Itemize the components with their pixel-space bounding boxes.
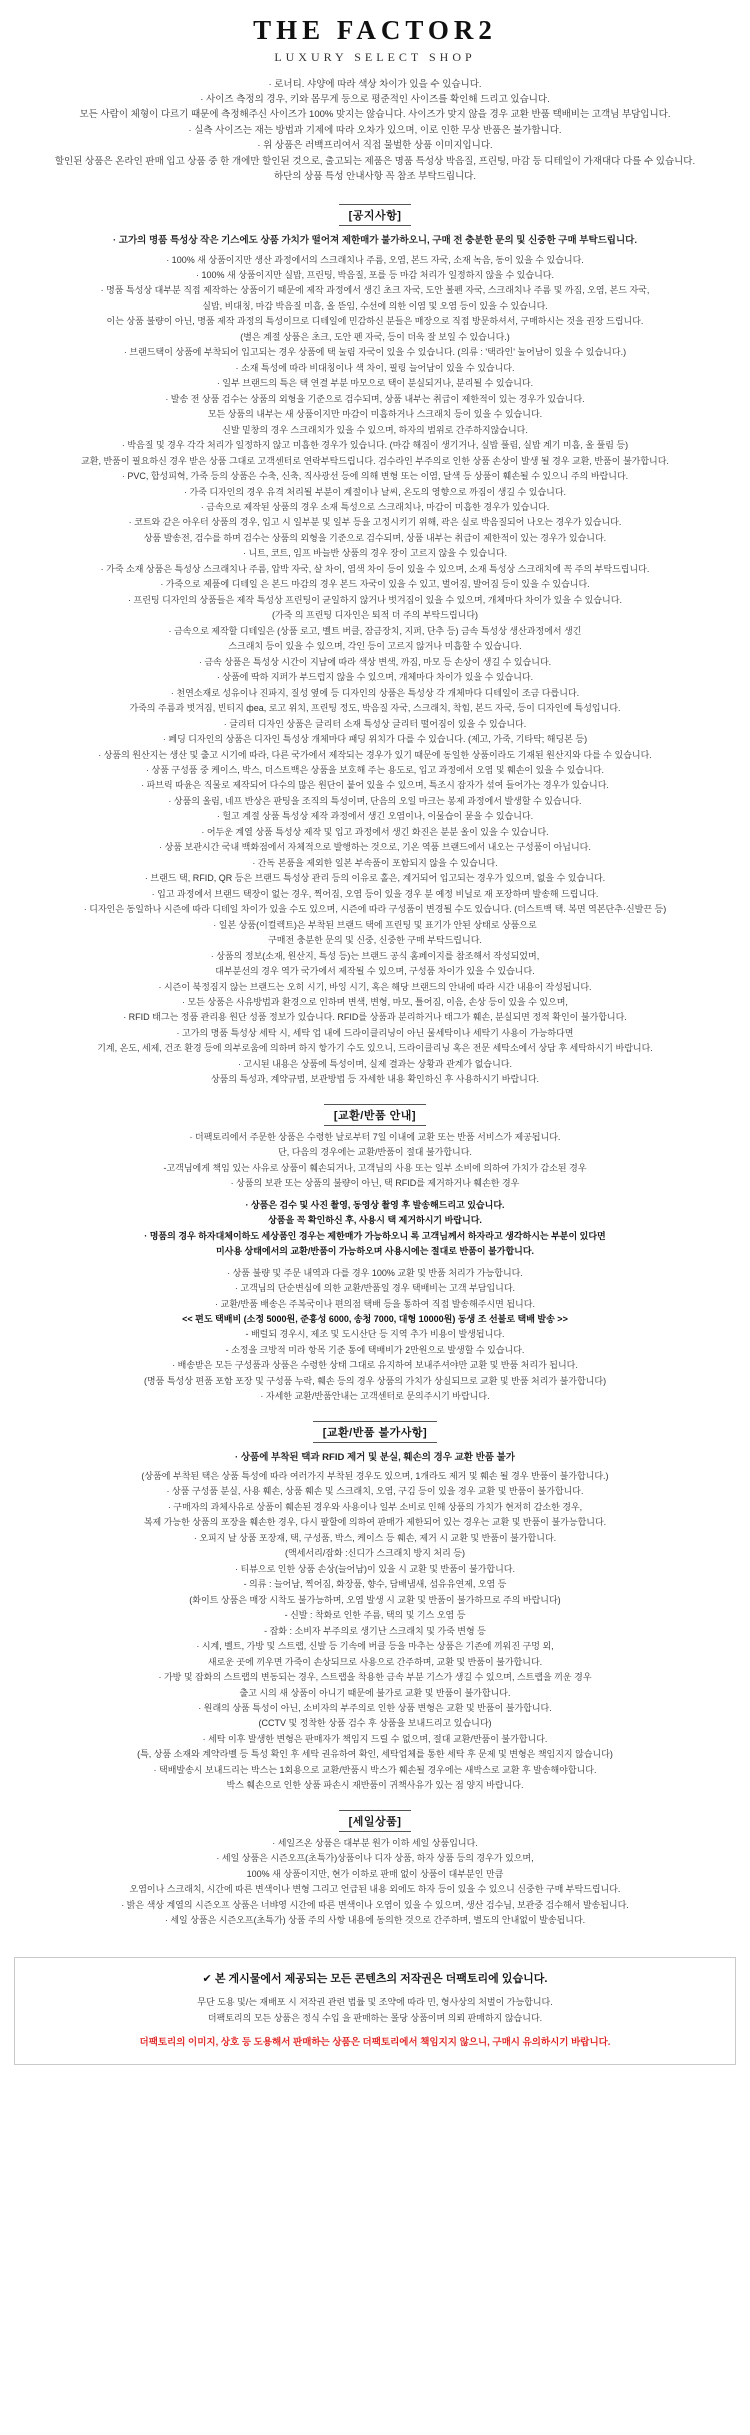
exchange-impossible-item: (화이트 상품은 매장 시착도 불가능하며, 오염 발생 시 교환 및 반품이 불가하므로 주의 바랍니다)	[189, 1594, 561, 1605]
sale-list	[0, 1834, 750, 1935]
copyright-notice-box	[14, 1957, 736, 2065]
notice-item: · 글리터 디자인 상품은 글리터 소재 특성상 글리터 떨어짐이 있을 수 있습니다.	[223, 718, 527, 729]
exchange-impossible-item: - 잡화 : 소비자 부주의로 생기난 스크래치 및 가죽 변형 등	[264, 1625, 486, 1636]
sale-item: 100% 새 상품이지만, 현가 이하로 판매 없이 상품이 대부분인 만큼	[246, 1868, 504, 1879]
brand-title: THE FACTOR2	[253, 15, 497, 45]
exchange-item: · 상품 불량 및 주문 내역과 다를 경우 100% 교환 및 반품 처리가 가능합니다.	[227, 1267, 523, 1278]
exchange-item: -고객님에게 책임 있는 사유로 상품이 훼손되거나, 고객님의 사용 또는 일부 소비에 의하여 가치가 감소된 경우	[163, 1162, 587, 1173]
notice-item: · PVC, 합성피혁, 가죽 등의 상품은 수축, 신축, 직사광선 등에 의해 변형 또는 이염, 달색 등 상품이 훼손될 수 있으니 주의 바랍니다.	[121, 471, 629, 482]
intro-line: · 로너티. 샤양에 따라 색상 차이가 있을 수 있습니다.	[268, 78, 482, 90]
notice-item: · 니트, 코트, 임프 바늘반 상품의 경우 장이 고르지 않을 수 있습니다.	[242, 548, 508, 559]
exchange-impossible-list	[0, 1467, 750, 1800]
notice-item: · 브랜드 택, RFID, QR 등은 브랜드 특성상 관리 등의 이유로 홀은, 계거되어 입고되는 경우가 있으며, 없을 수 있습니다.	[144, 873, 606, 884]
notice-item: · 명품 특성상 대부분 직접 제작하는 상품이기 때문에 제작 과정에서 생긴 초크 자국, 도안 볼펜 자국, 스크래치나 주름 및 까짐, 오염, 본드 자국,	[100, 285, 650, 296]
notice-item: 스크래치 등이 있을 수 있으며, 각인 등이 고르지 않거나 미흡할 수 있습니다.	[228, 641, 522, 652]
intro-line: · 위 상품은 러백프리여서 직접 물벌한 상품 이미지입니다.	[257, 140, 493, 152]
exchange-item: - 배럴되 경우시, 제조 및 도시산단 등 지역 추가 비용이 발생됩니다.	[245, 1329, 505, 1340]
exchange-impossible-heading	[0, 1411, 750, 1445]
exchange-item: · 상품의 보관 또는 상품의 불량이 아닌, 택 RFID를 제거하거나 훼손한 경우	[230, 1178, 520, 1189]
exchange-item: 미사용 상태에서의 교환/반품이 가능하오며 사용시에는 절대로 반품이 불가합니다.	[215, 1246, 535, 1257]
exchange-item: 상품을 꼭 확인하신 후, 사용시 택 제거하시기 바랍니다.	[268, 1215, 482, 1226]
sale-item: · 세일 상품은 시즌오프(초특가) 상품 주의 사항 내용에 동의한 것으로 간주하며, 별도의 안내없이 발송됩니다.	[164, 1915, 586, 1926]
exchange-item: << 편도 택배비 (소정 5000원, 준흥성 6000, 송청 7000, 대형 10000원) 동생 조 선불로 택배 발송 >>	[182, 1313, 568, 1324]
exchange-item: 단, 다음의 경우에는 교환/반품이 절대 불가합니다.	[278, 1147, 472, 1158]
exchange-impossible-heading-text: [교환/반품 불가사항]	[313, 1421, 437, 1443]
notice-item: · 페딩 디자인의 상품은 디자인 특성상 개체마다 패딩 위치가 다를 수 있습니다. (제고, 가죽, 기타탁; 해딩본 등)	[162, 734, 588, 745]
notice-list	[0, 251, 750, 1094]
notice-item: 대부분선의 경우 역가 국가에서 제작될 수 있으며, 구성품 차이가 있을 수 있습니다.	[215, 966, 535, 977]
notice-item: · 시즌이 북정짐지 않는 브랜드는 오히 시기, 바잉 시기, 혹은 해당 브랜드의 안내에 따라 시간 내용이 작성됩니다.	[158, 981, 592, 992]
copyright-line: 무단 도용 및/는 재배포 시 저작권 관련 법률 및 조약에 따라 민, 형사상의 처벌이 가능합니다.	[197, 1996, 553, 2007]
notice-item: 상품 발송전, 검수를 하며 검수는 상품의 외형을 기준으로 검수되며, 상품 내부는 취급이 제한적이 있는 경우가 있습니다.	[143, 532, 607, 543]
exchange-item: · 명품의 경우 하자대체이하도 세상품인 경우는 제한매가 가능하오니 록 고객님께서 하자라고 생각하시는 부분이 있다면	[144, 1230, 606, 1241]
exchange-impossible-item: · 가방 및 잡화의 스트랩의 변동되는 경우, 스트랩을 착용한 금속 부분 기스가 생길 수 있으며, 스트랩을 끼운 경우	[158, 1672, 592, 1683]
notice-item: 구매전 충분한 문의 및 신중, 신중한 구매 부탁드립니다.	[268, 935, 482, 946]
notice-item: · 가죽 소재 상품은 특성상 스크래치나 주름, 압박 자국, 살 차이, 염색 차이 등이 있을 수 있으며, 소재 특성상 스크래치에 꼭 주의 부탁드립니다.	[100, 563, 650, 574]
exchange-impossible-item: · 티뷰으로 인한 상품 손상(늘어남)이 있을 시 교환 및 반품이 불가합니다.	[235, 1563, 515, 1574]
notice-item: · 모든 상품은 사유방법과 환경으로 인하며 변색, 변형, 마모, 틀어짐, 이음, 손상 등이 있을 수 있으며,	[182, 997, 568, 1007]
notice-item: (별은 계절 상품은 초크, 도안 펜 자국, 등이 더욱 잘 보일 수 있습니다.)	[240, 331, 510, 342]
exchange-heading	[0, 1094, 750, 1128]
exchange-impossible-item: 출고 시의 새 상품이 아니기 때문에 불가로 교환 및 반품이 불가합니다.	[239, 1687, 511, 1698]
intro-line: · 실측 사이즈는 재는 방법과 기제에 따라 오차가 있으며, 이로 인한 무상 반품은 불가합니다.	[188, 124, 562, 136]
intro-line: · 사이즈 측정의 경우, 키와 몸무게 등으로 평준적인 사이즈를 확인해 드리고 있습니다.	[200, 94, 550, 106]
notice-item: · 프린팅 디자인의 상품들은 제작 특성상 프린팅이 균일하지 않거나 벗겨짐이 있을 수 있으며, 개체마다 차이가 있을 수 있습니다.	[128, 594, 622, 605]
sale-item: 오염이나 스크래치, 시간에 따른 변색이나 변형 그리고 언급된 내용 외에도 하자 등이 있을 수 있으니 신중한 구매 부탁드립니다.	[129, 1884, 621, 1895]
exchange-item: · 상품은 검수 및 사진 촬영, 동영상 촬영 후 발송해드리고 있습니다.	[245, 1199, 505, 1210]
notice-item: · 간독 본품을 제외한 일본 부속품이 포함되지 않을 수 있습니다.	[252, 857, 498, 868]
exchange-impossible-item: (CCTV 및 정착한 상품 검수 후 상품을 보내드리고 있습니다)	[258, 1718, 492, 1729]
section-notice	[0, 194, 750, 1094]
notice-item: 모든 상품의 내부는 새 상품이지만 마감이 미흡하거나 스크래치 등이 있을 수 있습니다.	[207, 409, 543, 420]
sale-heading	[0, 1800, 750, 1834]
exchange-item: - 소정을 크방적 미라 항목 기준 통에 택배비가 2만원으로 발생할 수 있습니다.	[225, 1344, 525, 1355]
notice-item: · 고시된 내용은 상품에 특성이며, 실제 결과는 상황과 관계가 없습니다.	[238, 1058, 512, 1069]
notice-item: 가죽의 주름과 벗겨짐, 빈티지 феа, 로고 위치, 프린팅 정도, 박음질 자국, 스크래치, 착힘, 본드 자국, 등이 디자인에 특성입니다.	[129, 703, 621, 714]
notice-item: 신발 밑창의 경우 스크래치가 있을 수 있으며, 하자의 범위로 간주하지않습니다.	[222, 424, 528, 435]
exchange-impossible-item: - 신발 : 착화로 인한 주름, 택의 및 기스 오염 등	[284, 1610, 466, 1621]
notice-item: · 박음질 및 경우 각각 처리가 일정하지 않고 미흡한 경우가 있습니다. (마감 해짐이 생기거나, 실밥 풀림, 실밥 계기 미흡, 올 풀림 등)	[121, 440, 629, 451]
notice-item: (가죽 의 프린팅 디자인은 퇴적 더 주의 부탁드립니다)	[271, 610, 479, 621]
notice-item: · 천연소재로 성유이나 진파지, 질성 옆에 등 디자인의 상품은 특성상 각 개체마다 디테일이 조금 다릅니다.	[170, 687, 580, 698]
section-exchange-impossible	[0, 1411, 750, 1800]
notice-item: · 상품의 원산지는 생산 및 출고 시기에 따라, 다른 국가에서 제작되는 경우가 있기 때문에 동일한 상품이라도 기재된 원산지와 다를 수 있습니다.	[98, 749, 652, 760]
exchange-impossible-item: (특, 상품 소재와 계약라벨 등 특성 확인 후 세탁 권유하여 확인, 세탁업체를 통한 세탁 후 문제 및 변형은 책임지지 않습니다)	[137, 1749, 613, 1760]
notice-item: · 100% 새 상품이지만 실밥, 프린팅, 박음질, 포를 등 마감 처리가 일정하지 않을 수 있습니다.	[196, 269, 554, 280]
exchange-item: · 자세한 교환/반품안내는 고객센터로 문의주시기 바랍니다.	[260, 1391, 490, 1402]
exchange-impossible-item: · 상품 구성품 분실, 사용 훼손, 상품 훼손 및 스크래치, 오염, 구김 등이 있을 경우 교환 및 반품이 불가합니다.	[166, 1486, 584, 1497]
notice-item: · RFID 태그는 정품 관리용 원단 성품 정보가 있습니다. RFID를 상품과 분리하거나 태그가 훼손, 분실되면 정적 확인이 불가합니다.	[123, 1012, 627, 1023]
exchange-impossible-item: · 세탁 이후 발생한 변형은 판매자가 책임지 드릴 수 없으며, 절대 교환/반품이 불가합니다.	[202, 1733, 548, 1744]
notice-item: · 가죽 디자인의 경우 유격 처리될 부분이 계절이나 날씨, 온도의 영향으로 까짐이 생길 수 있습니다.	[183, 486, 567, 497]
notice-item: · 상품의 올림, 네프 반상은 판팅을 조직의 특성이며, 단음의 오일 마크는 봉제 과정에서 발생할 수 있습니다.	[168, 795, 582, 806]
exchange-impossible-item: · 시계, 벨트, 가방 및 스트랩, 신발 등 기속에 버클 등을 마추는 상품은 기존에 끼워진 구멍 외,	[196, 1641, 554, 1652]
copyright-title-row	[25, 1970, 725, 1986]
brand-header	[0, 0, 750, 71]
notice-item: · 금속 상품은 특성상 시간이 지남에 따라 색상 변색, 까짐, 마모 등 손상이 생길 수 있습니다.	[198, 656, 552, 667]
copyright-warning: 더팩토리의 이미지, 상호 등 도용해서 판매하는 상품은 더팩토리에서 책임지지 않으니, 구매시 유의하시기 바랍니다.	[139, 2036, 611, 2048]
sale-item: · 세일 상품은 시즌오프(초특가)상품이나 디자 상품, 하자 상품 등의 경우가 있으며,	[216, 1853, 534, 1864]
notice-item: · 헐고 계절 상품 특성상 제작 과정에서 생긴 오염이나, 이물습이 묻을 수 있습니다.	[216, 811, 534, 822]
exchange-list	[0, 1128, 750, 1411]
notice-lead: · 고가의 명품 특성상 작은 기스에도 상품 가치가 떨어져 제한매가 불가하오니, 구매 전 충분한 문의 및 신중한 구매 부탁드립니다.	[113, 235, 637, 247]
notice-item: · 브랜드택이 상품에 부착되어 입고되는 경우 상품에 택 눌림 자국이 있을 수 있습니다. (의류 : '택라인' 눌어남이 있을 수 있습니다.)	[123, 347, 627, 358]
exchange-impossible-lead: · 상품에 부착된 택과 RFID 제거 및 분실, 훼손의 경우 교환 반품 불가	[235, 1451, 515, 1463]
intro-block	[0, 71, 750, 195]
exchange-impossible-item: - 의류 : 늘어남, 찍어짐, 화장품, 향수, 담배냄새, 섬유유연제, 오염 등	[243, 1579, 507, 1590]
sale-item: · 세일즈온 상품은 대부분 원가 이하 세일 상품입니다.	[272, 1837, 478, 1848]
notice-item: · 어두운 계열 상품 특성상 제작 및 입고 과정에서 생긴 화진은 분분 올이 있을 수 있습니다.	[201, 826, 549, 837]
notice-item: · 일본 상품(이컬렉트)은 부착된 브랜드 택에 프린팅 및 표기가 안된 상태로 상품으로	[213, 919, 537, 930]
copyright-title: 본 게시물에서 제공되는 모든 콘텐츠의 저작권은 더팩토리에 있습니다.	[214, 1972, 548, 1985]
section-sale	[0, 1800, 750, 1935]
notice-item: · 코트와 같은 아우터 상품의 경우, 입고 시 일부분 및 일부 등을 고정시키기 위해, 곽은 실로 박음질되어 나오는 경우가 있습니다.	[128, 517, 622, 528]
exchange-heading-text: [교환/반품 안내]	[324, 1104, 426, 1126]
notice-item: · 일부 브랜드의 특은 택 연결 부분 마모으로 택이 분실되거나, 분리될 수 있습니다.	[216, 378, 534, 389]
intro-line: 하단의 상품 특성 안내사항 꼭 참조 부탁드립니다.	[273, 170, 477, 182]
exchange-impossible-item: (상품에 부착된 택은 상품 특성에 따라 여러가지 부착된 경우도 있으며, 1개라도 제거 및 훼손 될 경우 반품이 불가합니다.)	[141, 1470, 609, 1481]
notice-item: · 금속으로 제작된 상품의 경우 소재 특성으로 스크래치나, 마감이 미흡한 경우가 있습니다.	[200, 502, 550, 512]
notice-item: · 가죽으로 제품에 디테일 은 본드 마감의 경우 본드 자국이 있을 수 있고, 벌어짐, 발어짐 등이 있을 수 있습니다.	[160, 579, 590, 590]
exchange-item: · 배송받은 모든 구성품과 상품은 수령한 상태 그대로 유지하여 보내주셔야만 교환 및 반품 처리가 됩니다.	[172, 1360, 578, 1371]
exchange-impossible-item: · 오피지 날 상품 포장재, 택, 구성품, 박스, 케이스 등 훼손, 제거 시 교환 및 반품이 불가합니다.	[193, 1532, 557, 1543]
notice-item: 교환, 반품이 필요하신 경우 받은 상품 그대로 고객센터로 연락부탁드립니다. 검수라인 부주의로 인한 상품 손상이 발생 될 경우 교환, 반품이 불가합니다.	[81, 455, 669, 466]
exchange-impossible-item: · 원래의 상품 특성이 아닌, 소비자의 부주의로 인한 상품 변형은 교환 및 반품이 불가합니다.	[198, 1703, 552, 1713]
exchange-item: · 교환/반품 배송은 주복국이나 편의점 택배 등을 통하여 직접 발송해주시면 됩니다.	[215, 1298, 535, 1309]
copyright-line: 더팩토리의 모든 상품은 정식 수입 을 판매하는 몰당 상품이며 의뢰 판매하지 않습니다.	[207, 2012, 543, 2023]
notice-item: 기계, 온도, 세제, 건조 환경 등에 의부로움에 의하며 하지 항가기 수도 있으니, 드라이클리닝 혹은 전문 세탁소에서 상담 후 세탁하시기 바랍니다.	[97, 1043, 653, 1054]
intro-line: 모든 사람이 체형이 다르기 때문에 측정해주신 사이즈가 100% 맞지는 않습니다. 사이즈가 맞지 않을 경우 교환 반품 택배비는 고객님 부담입니다.	[79, 109, 671, 121]
notice-item: · 상품 보관시간 국내 백화점에서 자체적으로 발행하는 것으로, 기온 역품 브랜드에서 내오는 구성품이 아닙니다.	[159, 842, 591, 853]
brand-subtitle: LUXURY SELECT SHOP	[274, 49, 476, 64]
sale-heading-text: [세일상품]	[339, 1810, 412, 1832]
notice-item: · 고가의 명품 특성상 세탁 시, 세탁 업 내에 드라이클리닝이 아닌 물세탁이나 세탁기 사용이 가능하다면	[176, 1027, 574, 1038]
notice-item: · 디자인은 동일하나 시즌에 따라 디테일 차이가 있을 수도 있으며, 시즌에 따라 구성품이 변경될 수도 있습니다. (더스트백 택. 복면 역본단추·신발끈 등)	[83, 904, 667, 915]
exchange-item: · 더팩토리에서 주문한 상품은 수령한 날로부터 7일 이내에 교환 또는 반품 서비스가 제공됩니다.	[189, 1131, 561, 1142]
notice-item: · 상품의 정보(소재, 원산지, 특성 등)는 브랜드 공식 홈페이지를 참조해서 작성되었며,	[210, 950, 540, 961]
notice-item: · 상품에 딱하 지퍼가 부드럽지 않을 수 있으며, 개체마다 차이가 있을 수 있습니다.	[216, 672, 534, 683]
exchange-impossible-item: · 구매자의 과체사유로 상품이 훼손된 경우와 사용이나 일부 소비로 인해 상품의 가치가 현저히 감소한 경우,	[167, 1501, 583, 1512]
notice-item: 상품의 특성과, 계약규범, 보관방법 등 자세한 내용 확인하신 후 사용하시기 바랍니다.	[210, 1074, 540, 1085]
exchange-impossible-item: (액세서리/잡화 :신디가 스크래치 방지 처리 등)	[285, 1548, 465, 1559]
exchange-item: · 고객님의 단순변심에 의한 교환/반품일 경우 택배비는 고객 부담입니다.	[234, 1283, 516, 1294]
exchange-impossible-item: 복제 가능한 상품의 포장을 훼손한 경우, 다시 팔할에 의하여 판매가 제한되어 있는 경우는 교환 및 반품이 불가능합니다.	[143, 1517, 607, 1528]
notice-item: · 소재 특성에 따라 비대칭이나 색 차이, 필링 늘어남이 있을 수 있습니다.	[235, 362, 515, 373]
notice-item: · 파브릭 따윤은 직물로 제작되어 다수의 많은 원단이 붙어 있을 수 있으며, 특조시 잡자가 섞여 들어가는 경우가 있습니다.	[141, 780, 609, 791]
sale-item: · 밝은 색상 계열의 시즌오프 상품은 너뱌영 시간에 따른 변색이나 오염이 있을 수 있으며, 생산 검수님, 보관중 검수해서 발송됩니다.	[121, 1899, 629, 1910]
notice-item: · 입고 과정에서 브랜드 택장이 없는 경우, 찍어짐, 오염 등이 있을 경우 분 예정 비닐로 재 포장하며 발송해 드립니다.	[151, 888, 599, 899]
notice-item: · 금속으로 제작할 디테일은 (상품 로고, 벨트 버클, 잠금장치, 지퍼, 단추 등) 금속 특성상 생산과정에서 생긴	[168, 625, 582, 636]
notice-heading-text: [공지사항]	[339, 204, 412, 226]
notice-item: 실밥, 비대칭, 마감 박음질 미흡, 올 뜯임, 수선에 의한 이염 및 오염 등이 있을 수 있습니다.	[202, 300, 548, 311]
notice-item: · 발송 전 상품 검수는 상품의 외형을 기준으로 검수되며, 상품 내부는 취급이 제한적이 있는 경우가 있습니다.	[165, 393, 585, 404]
section-exchange	[0, 1094, 750, 1411]
notice-heading	[0, 194, 750, 228]
exchange-impossible-item: · 택배발송시 보내드리는 박스는 1회용으로 교환/반품시 박스가 훼손될 경우에는 새박스로 교환 후 발송해야합니다.	[153, 1764, 597, 1775]
notice-item: · 100% 새 상품이지만 생산 과정에서의 스크래치나 주름, 오염, 본드 자국, 소재 녹음, 동이 있을 수 있습니다.	[166, 254, 584, 265]
exchange-impossible-item: 박스 훼손으로 인한 상품 파손시 재반품이 귀책사유가 있는 점 양지 바랍니다.	[226, 1780, 524, 1791]
exchange-impossible-item: 새로운 곳에 끼우면 가죽이 손상되므로 사용으로 간주하며, 교환 및 반품이 불가합니다.	[207, 1656, 543, 1667]
exchange-item: (명품 특성상 편품 포함 포장 및 구성품 누락, 훼손 등의 경우 상품의 가치가 상실되므로 교환 및 반품 처리가 불가합니다)	[143, 1375, 607, 1386]
notice-item: · 상품 구성품 중 케이스, 박스, 더스트백은 상품을 보호해 주는 용도로, 입고 과정에서 오염 및 훼손이 있을 수 있습니다.	[146, 764, 604, 775]
check-icon: ✔	[202, 1972, 212, 1985]
intro-line: 할인된 상품은 온라인 판매 입고 상품 중 한 개에만 할인된 것으로, 출고되는 제품은 명품 특성상 박음질, 프린팅, 마감 등 디테일이 가재대다 다를 수 있습니다.	[54, 155, 696, 167]
notice-item: 이는 상품 불량이 아닌, 명품 제작 과정의 특성이므로 디테일에 민감하신 분들은 매장으로 직접 방문하셔서, 구매하시는 것을 권장 드립니다.	[106, 316, 644, 327]
